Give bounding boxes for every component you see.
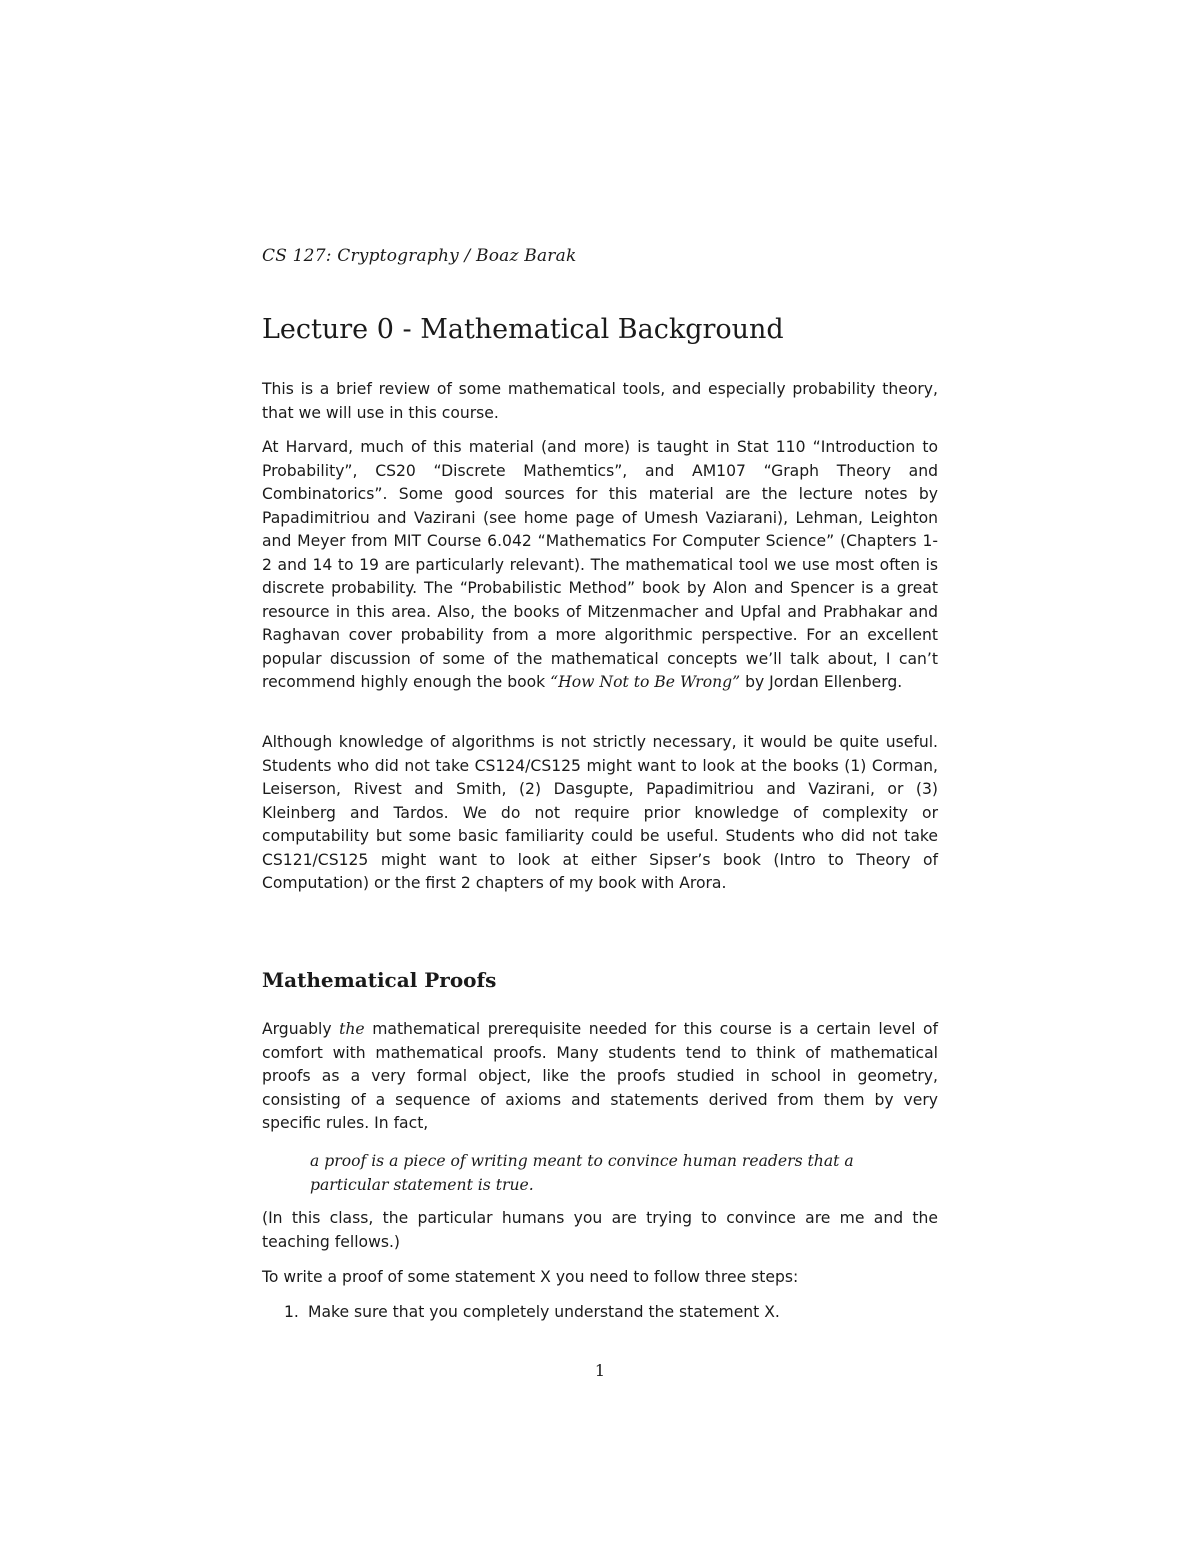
intro-paragraph: This is a brief review of some mathematical tools, and especially probability theory, that we will use in this course.	[262, 380, 938, 422]
proofs-text: Arguably	[262, 1020, 340, 1038]
page-title: Lecture 0 - Mathematical Background	[262, 314, 784, 345]
running-header: CS 127: Cryptography / Boaz Barak	[262, 246, 577, 266]
section-title: Mathematical Proofs	[262, 968, 497, 992]
emphasis-word: the	[339, 1020, 365, 1038]
proof-definition-quote: a proof is a piece of writing meant to convince human readers that a particular statement is true.	[310, 1152, 854, 1194]
page-number: 1	[594, 1361, 606, 1380]
sources-paragraph	[262, 436, 938, 695]
steps-intro-paragraph: To write a proof of some statement X you need to follow three steps:	[262, 1268, 799, 1286]
algorithms-paragraph: Although knowledge of algorithms is not strictly necessary, it would be quite useful. Students who did not take CS124/CS125 might want to look at the books (1) Corman, Leiserson, Rivest and Smith, (2) Dasgupte, Papadimitriou and Vazirani, or (3) Kleinberg and Tardos. We do not require prior knowledge of complexity or computability but some basic familiarity could be useful. Students who did not take CS121/CS125 might want to look at either Sipser’s book (Intro to Theory of Computation) or the first 2 chapters of my book with Arora.	[262, 733, 938, 892]
sources-text: At Harvard, much of this material (and more) is taught in Stat 110 “Introduction to Probability”, CS20 “Discrete Mathemtics”, and AM107 “Graph Theory and Combinatorics”. Some good sources for this material are the lecture notes by Papadimitriou and Vazirani (see home page of Umesh Vaziarani), Lehman, Leighton and Meyer from MIT Course 6.042 “Mathematics For Computer Science” (Chapters 1-2 and 14 to 19 are particularly relevant). The mathematical tool we use most often is discrete probability. The “Probabilistic Method” book by Alon and Spencer is a great resource in this area. Also, the books of Mitzenmacher and Upfal and Prabhakar and Raghavan cover probability from a more algorithmic perspective. For an excellent popular discussion of some of the mathematical concepts we’ll talk about, I can’t recommend highly enough the book	[262, 438, 938, 691]
list-item-text: Make sure that you completely understand the statement X.	[308, 1303, 780, 1321]
list-item-number: 1.	[284, 1303, 299, 1321]
book-title: “How Not to Be Wrong”	[550, 673, 741, 691]
class-note-paragraph: (In this class, the particular humans you are trying to convince are me and the teaching fellows.)	[262, 1209, 938, 1251]
sources-text-end: by Jordan Ellenberg.	[740, 673, 903, 691]
proofs-paragraph	[262, 1018, 938, 1136]
proofs-text-end: mathematical prerequisite needed for this course is a certain level of comfort with mathematical proofs. Many students tend to think of mathematical proofs as a very formal object, like the proofs studied in school in geometry, consisting of a sequence of axioms and statements derived from them by very specific rules. In fact,	[262, 1020, 938, 1132]
steps-list	[284, 1301, 938, 1325]
list-item	[284, 1301, 938, 1325]
